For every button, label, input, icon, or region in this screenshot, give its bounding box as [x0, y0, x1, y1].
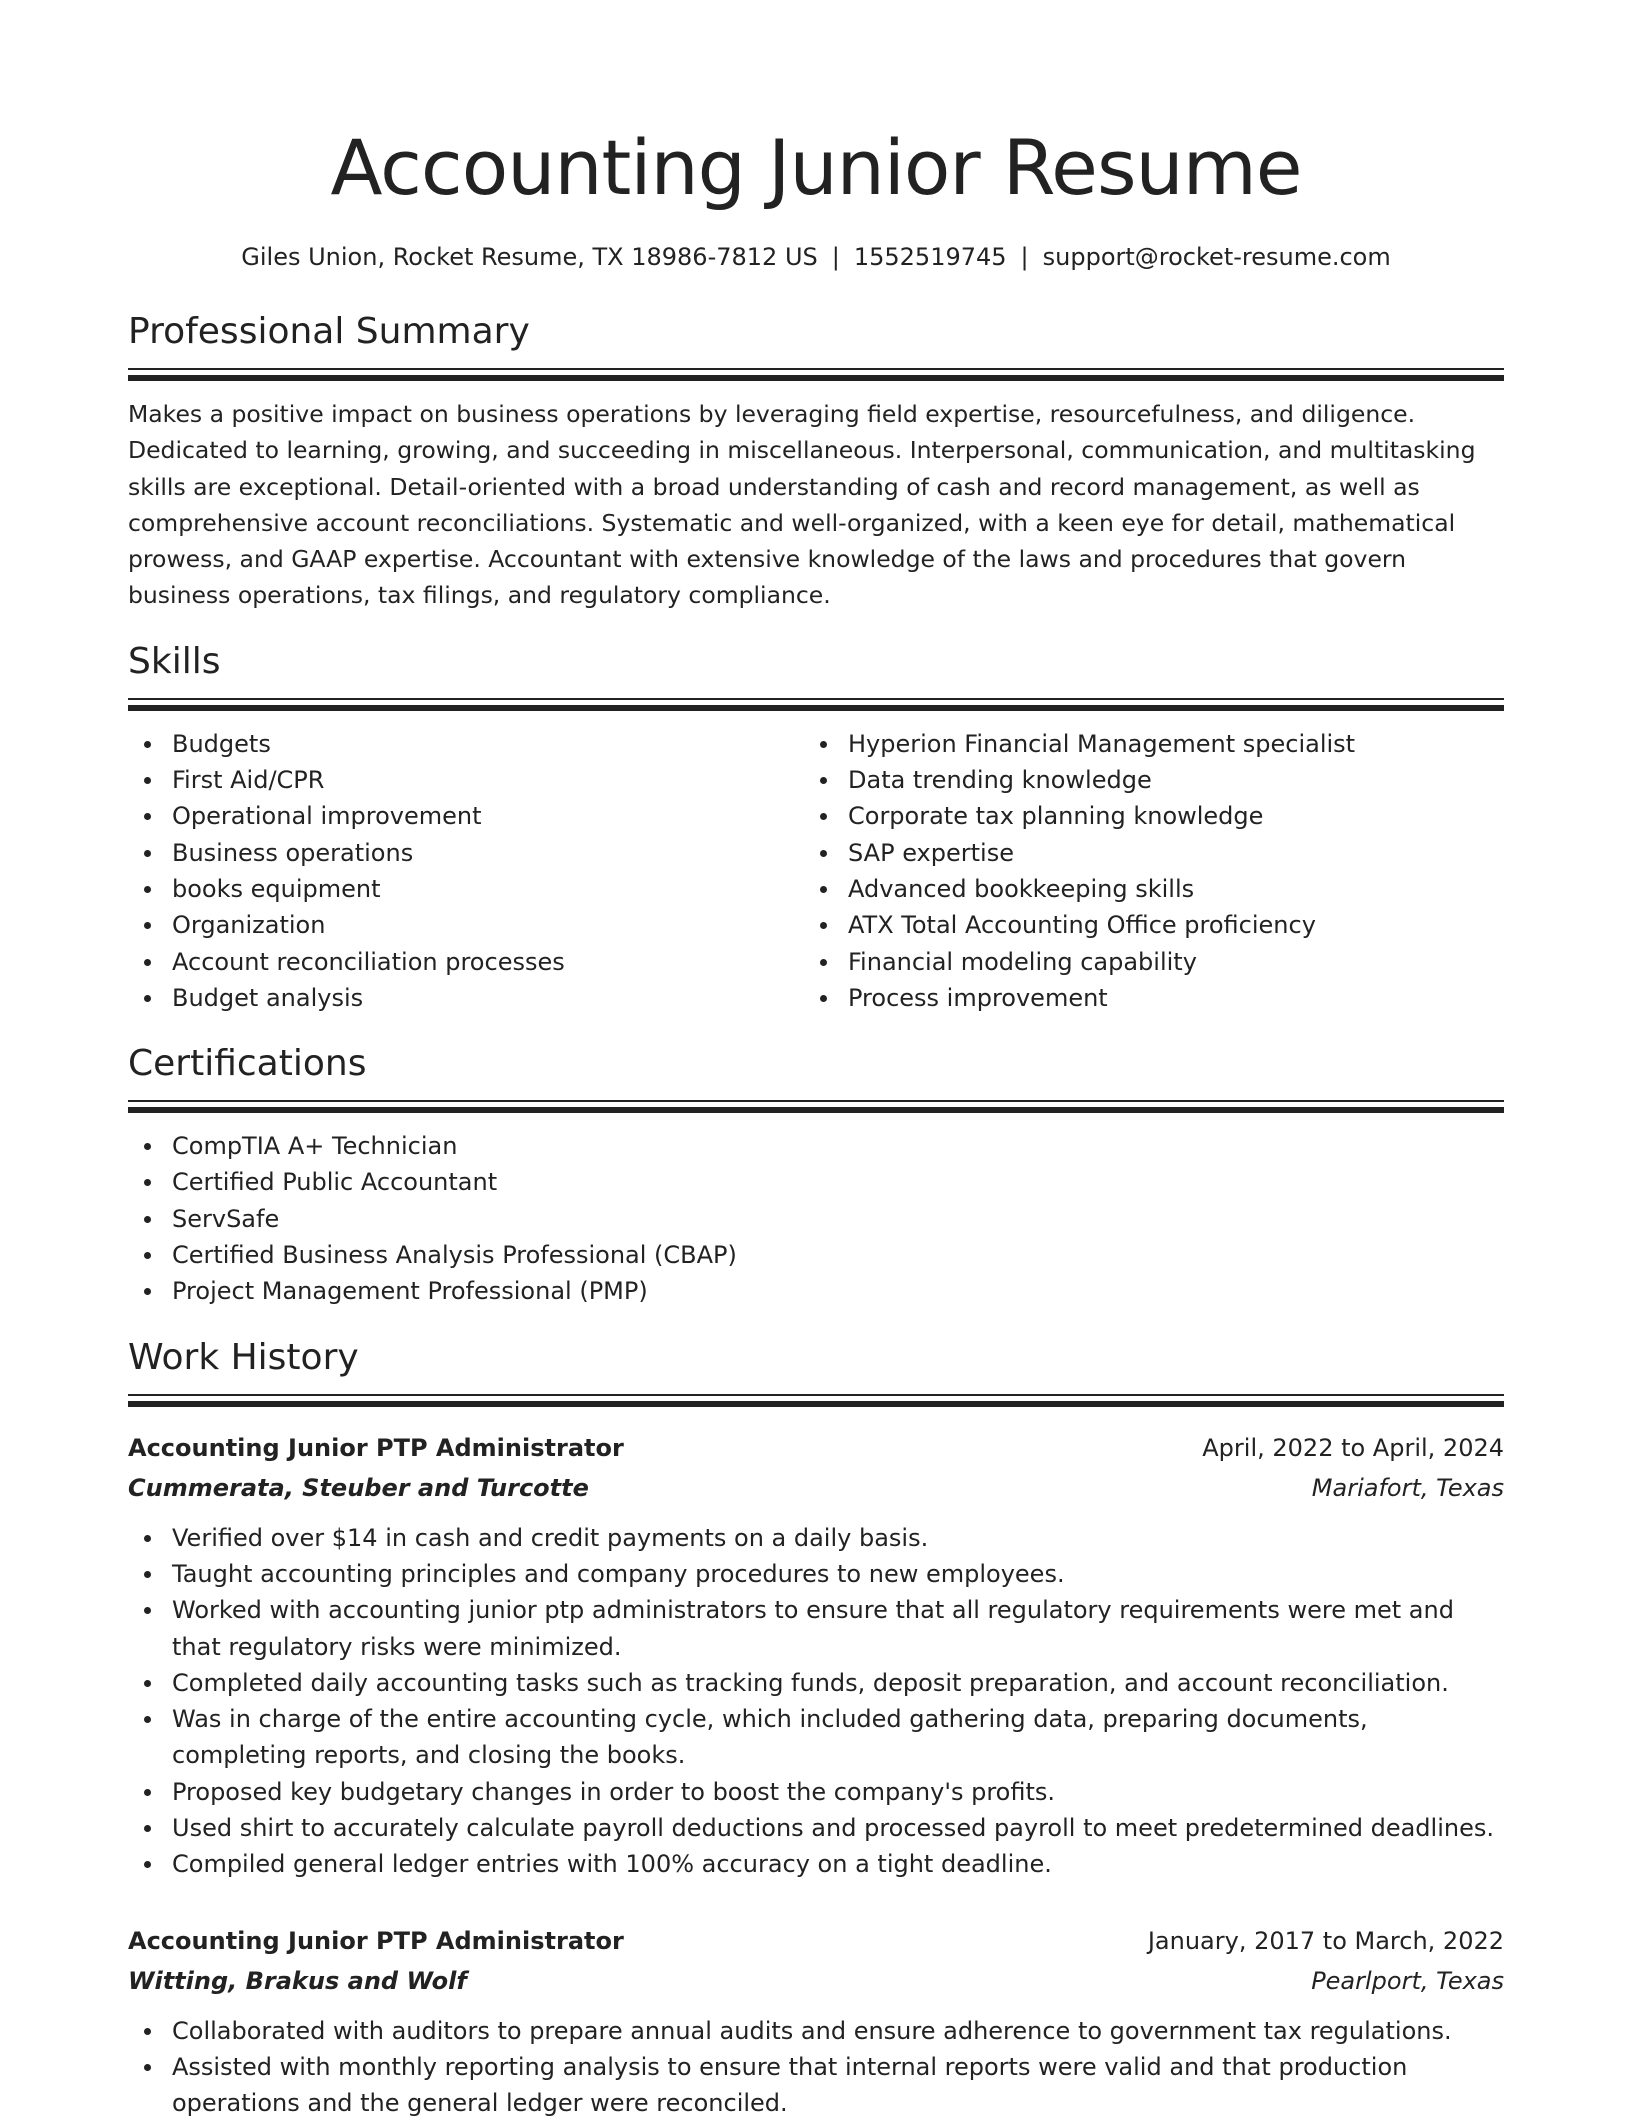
job-subheader-row: [128, 1468, 1504, 1508]
skill-item: Data trending knowledge: [848, 762, 1480, 798]
certification-item: Project Management Professional (PMP): [172, 1273, 1504, 1309]
job-duty-item: Completed daily accounting tasks such as tracking funds, deposit preparation, and account reconciliation.: [172, 1665, 1504, 1701]
skill-item: First Aid/CPR: [172, 762, 804, 798]
skill-item: Hyperion Financial Management specialist: [848, 726, 1480, 762]
skill-item: Advanced bookkeeping skills: [848, 871, 1480, 907]
skill-item: Process improvement: [848, 980, 1480, 1016]
job-duty-item: Verified over $14 in cash and credit payments on a daily basis.: [172, 1520, 1504, 1556]
summary-section: [128, 308, 1504, 614]
resume-page: [128, 0, 1504, 2122]
section-divider: [128, 1394, 1504, 1408]
job-duty-item: Compiled general ledger entries with 100% accuracy on a tight deadline.: [172, 1846, 1504, 1882]
certifications-list: [128, 1128, 1504, 1309]
skills-list-right: [804, 726, 1480, 1016]
skill-item: SAP expertise: [848, 835, 1480, 871]
job-duty-item: Collaborated with auditors to prepare annual audits and ensure adherence to government tax regulations.: [172, 2013, 1504, 2049]
skill-item: Budget analysis: [172, 980, 804, 1016]
section-divider: [128, 1100, 1504, 1114]
work-history-heading: Work History: [128, 1336, 359, 1378]
skills-section: [128, 638, 1504, 1016]
skills-grid: [128, 712, 1504, 1016]
job-location: Mariafort, Texas: [1311, 1473, 1504, 1502]
contact-line: [128, 240, 1504, 274]
job-company: Cummerata, Steuber and Turcotte: [128, 1473, 589, 1502]
contact-phone: 1552519745: [853, 243, 1007, 271]
skill-item: Corporate tax planning knowledge: [848, 798, 1480, 834]
job-entry: [128, 1921, 1504, 2122]
skill-item: books equipment: [172, 871, 804, 907]
certification-item: Certified Business Analysis Professional (CBAP): [172, 1237, 1504, 1273]
job-entry: [128, 1428, 1504, 1883]
certifications-section: [128, 1040, 1504, 1309]
certification-item: ServSafe: [172, 1201, 1504, 1237]
skill-item: Organization: [172, 907, 804, 943]
skill-item: Budgets: [172, 726, 804, 762]
summary-text: Makes a positive impact on business operations by leveraging field expertise, resourcefulness, and diligence. Dedicated to learning, growing, and succeeding in miscellaneous. Interpersonal, communication, and multitasking skills are exceptional. Detail-oriented with a broad understanding of cash and record management, as well as comprehensive account reconciliations. Systematic and well-organized, with a keen eye for detail, mathematical prowess, and GAAP expertise. Accountant with extensive knowledge of the laws and procedures that govern business operations, tax filings, and regulatory compliance.: [128, 400, 1476, 610]
section-divider: [128, 368, 1504, 382]
job-duties-list: [128, 1520, 1504, 1883]
job-header-row: [128, 1428, 1504, 1468]
job-dates: April, 2022 to April, 2024: [1202, 1433, 1504, 1462]
certification-item: Certified Public Accountant: [172, 1164, 1504, 1200]
contact-address: Giles Union, Rocket Resume, TX 18986-7812 US: [241, 243, 818, 271]
skill-item: ATX Total Accounting Office proficiency: [848, 907, 1480, 943]
job-duty-item: Worked with accounting junior ptp administrators to ensure that all regulatory requirements were met and that regulatory risks were minimized.: [172, 1592, 1504, 1665]
job-duty-item: Assisted with monthly reporting analysis to ensure that internal reports were valid and that production operations and the general ledger were reconciled.: [172, 2049, 1504, 2122]
certifications-heading: Certifications: [128, 1043, 367, 1085]
job-title: Accounting Junior PTP Administrator: [128, 1433, 624, 1462]
summary-heading: Professional Summary: [128, 311, 530, 352]
job-dates: January, 2017 to March, 2022: [1147, 1926, 1504, 1955]
skills-heading: Skills: [128, 640, 221, 682]
contact-separator: |: [1020, 243, 1029, 271]
section-divider: [128, 698, 1504, 712]
job-duty-item: Proposed key budgetary changes in order to boost the company's profits.: [172, 1774, 1504, 1810]
contact-separator: |: [831, 243, 840, 271]
job-duty-item: Used shirt to accurately calculate payroll deductions and processed payroll to meet predetermined deadlines.: [172, 1810, 1504, 1846]
skill-item: Operational improvement: [172, 798, 804, 834]
job-title: Accounting Junior PTP Administrator: [128, 1926, 624, 1955]
job-location: Pearlport, Texas: [1311, 1966, 1504, 1995]
resume-title: Accounting Junior Resume: [330, 123, 1302, 212]
contact-email[interactable]: support@rocket-resume.com: [1042, 243, 1391, 271]
job-header-row: [128, 1921, 1504, 1961]
skill-item: Financial modeling capability: [848, 944, 1480, 980]
job-company: Witting, Brakus and Wolf: [128, 1966, 467, 1995]
job-subheader-row: [128, 1961, 1504, 2001]
skill-item: Business operations: [172, 835, 804, 871]
job-duties-list: [128, 2013, 1504, 2122]
skills-list-left: [128, 726, 804, 1016]
job-duty-item: Taught accounting principles and company procedures to new employees.: [172, 1556, 1504, 1592]
certification-item: CompTIA A+ Technician: [172, 1128, 1504, 1164]
work-history-section: [128, 1334, 1504, 2122]
job-duty-item: Was in charge of the entire accounting cycle, which included gathering data, preparing documents, completing reports, and closing the books.: [172, 1701, 1504, 1774]
skill-item: Account reconciliation processes: [172, 944, 804, 980]
